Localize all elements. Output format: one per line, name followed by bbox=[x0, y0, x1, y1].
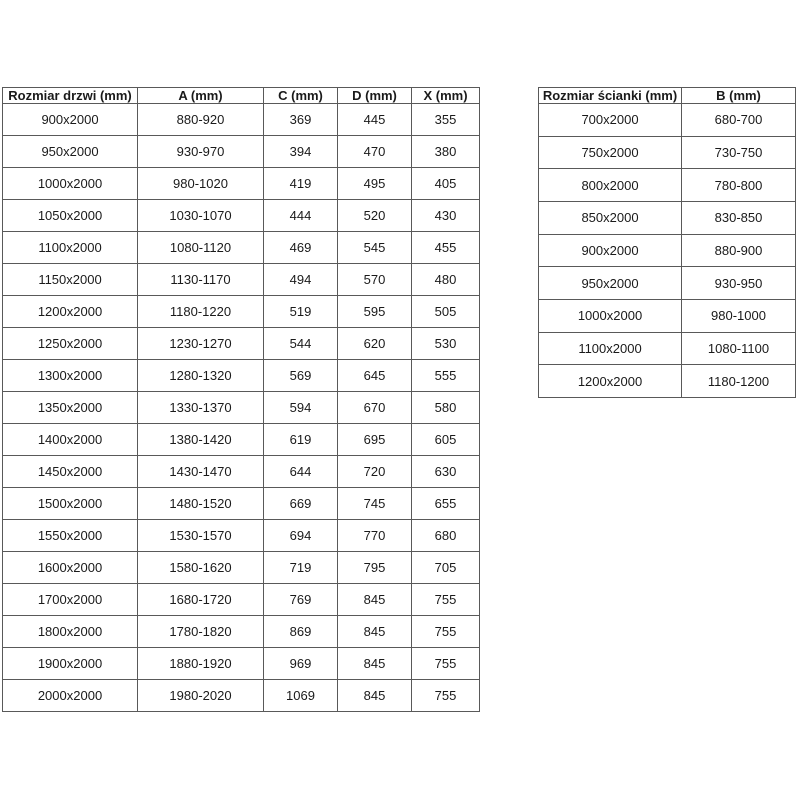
table-cell: 1500x2000 bbox=[3, 488, 138, 520]
table-cell: 900x2000 bbox=[539, 234, 682, 267]
table-cell: 930-950 bbox=[682, 267, 796, 300]
table-cell: 394 bbox=[264, 136, 338, 168]
table-row bbox=[539, 169, 796, 202]
table-cell: 505 bbox=[412, 296, 480, 328]
table-cell: 719 bbox=[264, 552, 338, 584]
table-cell: 750x2000 bbox=[539, 136, 682, 169]
table-cell: 800x2000 bbox=[539, 169, 682, 202]
table-cell: 850x2000 bbox=[539, 201, 682, 234]
table-cell: 769 bbox=[264, 584, 338, 616]
column-header: X (mm) bbox=[412, 88, 480, 104]
table-cell: 900x2000 bbox=[3, 104, 138, 136]
table-cell: 545 bbox=[338, 232, 412, 264]
table-cell: 1350x2000 bbox=[3, 392, 138, 424]
table-cell: 980-1020 bbox=[138, 168, 264, 200]
table-row bbox=[539, 332, 796, 365]
table-row bbox=[3, 200, 480, 232]
table-cell: 380 bbox=[412, 136, 480, 168]
table-cell: 519 bbox=[264, 296, 338, 328]
table-cell: 1580-1620 bbox=[138, 552, 264, 584]
table-cell: 755 bbox=[412, 584, 480, 616]
table-row bbox=[3, 520, 480, 552]
table-cell: 469 bbox=[264, 232, 338, 264]
table-row bbox=[3, 328, 480, 360]
table-cell: 355 bbox=[412, 104, 480, 136]
table-cell: 1800x2000 bbox=[3, 616, 138, 648]
table-cell: 755 bbox=[412, 648, 480, 680]
table-row bbox=[3, 136, 480, 168]
table-cell: 670 bbox=[338, 392, 412, 424]
table-cell: 1000x2000 bbox=[539, 299, 682, 332]
table-cell: 845 bbox=[338, 680, 412, 712]
table-row bbox=[3, 104, 480, 136]
table-cell: 495 bbox=[338, 168, 412, 200]
table-cell: 1250x2000 bbox=[3, 328, 138, 360]
table-cell: 1780-1820 bbox=[138, 616, 264, 648]
table-cell: 594 bbox=[264, 392, 338, 424]
table-cell: 1380-1420 bbox=[138, 424, 264, 456]
table-cell: 570 bbox=[338, 264, 412, 296]
table-cell: 720 bbox=[338, 456, 412, 488]
wall-sizes-table-header bbox=[539, 88, 796, 104]
table-cell: 1100x2000 bbox=[3, 232, 138, 264]
table-cell: 830-850 bbox=[682, 201, 796, 234]
table-row bbox=[3, 232, 480, 264]
table-cell: 2000x2000 bbox=[3, 680, 138, 712]
table-cell: 770 bbox=[338, 520, 412, 552]
table-row bbox=[3, 584, 480, 616]
table-cell: 1180-1220 bbox=[138, 296, 264, 328]
table-cell: 1700x2000 bbox=[3, 584, 138, 616]
table-row bbox=[3, 680, 480, 712]
table-row bbox=[3, 552, 480, 584]
table-row bbox=[539, 365, 796, 398]
table-cell: 595 bbox=[338, 296, 412, 328]
column-header: Rozmiar drzwi (mm) bbox=[3, 88, 138, 104]
table-cell: 430 bbox=[412, 200, 480, 232]
table-cell: 470 bbox=[338, 136, 412, 168]
table-cell: 619 bbox=[264, 424, 338, 456]
table-cell: 1550x2000 bbox=[3, 520, 138, 552]
table-cell: 655 bbox=[412, 488, 480, 520]
table-row bbox=[3, 648, 480, 680]
table-row bbox=[539, 136, 796, 169]
table-cell: 605 bbox=[412, 424, 480, 456]
table-cell: 405 bbox=[412, 168, 480, 200]
table-cell: 930-970 bbox=[138, 136, 264, 168]
table-cell: 444 bbox=[264, 200, 338, 232]
table-cell: 755 bbox=[412, 616, 480, 648]
table-cell: 1030-1070 bbox=[138, 200, 264, 232]
table-cell: 620 bbox=[338, 328, 412, 360]
table-cell: 680 bbox=[412, 520, 480, 552]
table-row bbox=[3, 296, 480, 328]
table-cell: 1880-1920 bbox=[138, 648, 264, 680]
table-cell: 1080-1120 bbox=[138, 232, 264, 264]
table-cell: 1230-1270 bbox=[138, 328, 264, 360]
table-cell: 419 bbox=[264, 168, 338, 200]
table-row bbox=[3, 488, 480, 520]
table-cell: 880-920 bbox=[138, 104, 264, 136]
wall-sizes-table bbox=[538, 87, 796, 398]
table-cell: 555 bbox=[412, 360, 480, 392]
table-cell: 795 bbox=[338, 552, 412, 584]
column-header: C (mm) bbox=[264, 88, 338, 104]
table-cell: 950x2000 bbox=[3, 136, 138, 168]
table-row bbox=[3, 168, 480, 200]
door-sizes-table-header bbox=[3, 88, 480, 104]
column-header: A (mm) bbox=[138, 88, 264, 104]
table-cell: 369 bbox=[264, 104, 338, 136]
table-cell: 1069 bbox=[264, 680, 338, 712]
wall-sizes-table-body bbox=[539, 104, 796, 398]
table-cell: 1150x2000 bbox=[3, 264, 138, 296]
table-row bbox=[3, 456, 480, 488]
table-cell: 1480-1520 bbox=[138, 488, 264, 520]
table-cell: 544 bbox=[264, 328, 338, 360]
table-cell: 695 bbox=[338, 424, 412, 456]
table-cell: 569 bbox=[264, 360, 338, 392]
door-sizes-table-body bbox=[3, 104, 480, 712]
table-cell: 755 bbox=[412, 680, 480, 712]
header-row bbox=[539, 88, 796, 104]
table-cell: 1680-1720 bbox=[138, 584, 264, 616]
table-cell: 520 bbox=[338, 200, 412, 232]
table-row bbox=[539, 234, 796, 267]
table-cell: 1050x2000 bbox=[3, 200, 138, 232]
table-cell: 669 bbox=[264, 488, 338, 520]
table-cell: 700x2000 bbox=[539, 104, 682, 137]
table-cell: 1080-1100 bbox=[682, 332, 796, 365]
table-cell: 1100x2000 bbox=[539, 332, 682, 365]
table-cell: 445 bbox=[338, 104, 412, 136]
table-cell: 494 bbox=[264, 264, 338, 296]
table-row bbox=[3, 360, 480, 392]
door-sizes-table bbox=[2, 87, 480, 712]
table-row bbox=[539, 201, 796, 234]
table-row bbox=[539, 267, 796, 300]
table-cell: 950x2000 bbox=[539, 267, 682, 300]
table-cell: 480 bbox=[412, 264, 480, 296]
table-row bbox=[3, 264, 480, 296]
table-cell: 644 bbox=[264, 456, 338, 488]
column-header: Rozmiar ścianki (mm) bbox=[539, 88, 682, 104]
table-row bbox=[3, 424, 480, 456]
table-cell: 980-1000 bbox=[682, 299, 796, 332]
table-row bbox=[3, 616, 480, 648]
table-cell: 630 bbox=[412, 456, 480, 488]
table-cell: 869 bbox=[264, 616, 338, 648]
table-cell: 1430-1470 bbox=[138, 456, 264, 488]
table-cell: 1200x2000 bbox=[3, 296, 138, 328]
table-cell: 1280-1320 bbox=[138, 360, 264, 392]
table-cell: 845 bbox=[338, 648, 412, 680]
header-row bbox=[3, 88, 480, 104]
table-cell: 645 bbox=[338, 360, 412, 392]
table-row bbox=[539, 299, 796, 332]
table-cell: 969 bbox=[264, 648, 338, 680]
table-cell: 1450x2000 bbox=[3, 456, 138, 488]
table-cell: 1600x2000 bbox=[3, 552, 138, 584]
table-cell: 730-750 bbox=[682, 136, 796, 169]
table-cell: 705 bbox=[412, 552, 480, 584]
table-cell: 845 bbox=[338, 616, 412, 648]
table-row bbox=[539, 104, 796, 137]
table-cell: 580 bbox=[412, 392, 480, 424]
table-cell: 694 bbox=[264, 520, 338, 552]
table-cell: 530 bbox=[412, 328, 480, 360]
table-cell: 680-700 bbox=[682, 104, 796, 137]
table-cell: 1900x2000 bbox=[3, 648, 138, 680]
table-cell: 1980-2020 bbox=[138, 680, 264, 712]
table-cell: 1000x2000 bbox=[3, 168, 138, 200]
table-cell: 1530-1570 bbox=[138, 520, 264, 552]
table-cell: 455 bbox=[412, 232, 480, 264]
table-cell: 880-900 bbox=[682, 234, 796, 267]
table-cell: 845 bbox=[338, 584, 412, 616]
column-header: D (mm) bbox=[338, 88, 412, 104]
table-cell: 745 bbox=[338, 488, 412, 520]
table-cell: 780-800 bbox=[682, 169, 796, 202]
table-cell: 1180-1200 bbox=[682, 365, 796, 398]
table-cell: 1330-1370 bbox=[138, 392, 264, 424]
table-cell: 1130-1170 bbox=[138, 264, 264, 296]
table-cell: 1200x2000 bbox=[539, 365, 682, 398]
table-row bbox=[3, 392, 480, 424]
table-cell: 1400x2000 bbox=[3, 424, 138, 456]
table-cell: 1300x2000 bbox=[3, 360, 138, 392]
column-header: B (mm) bbox=[682, 88, 796, 104]
